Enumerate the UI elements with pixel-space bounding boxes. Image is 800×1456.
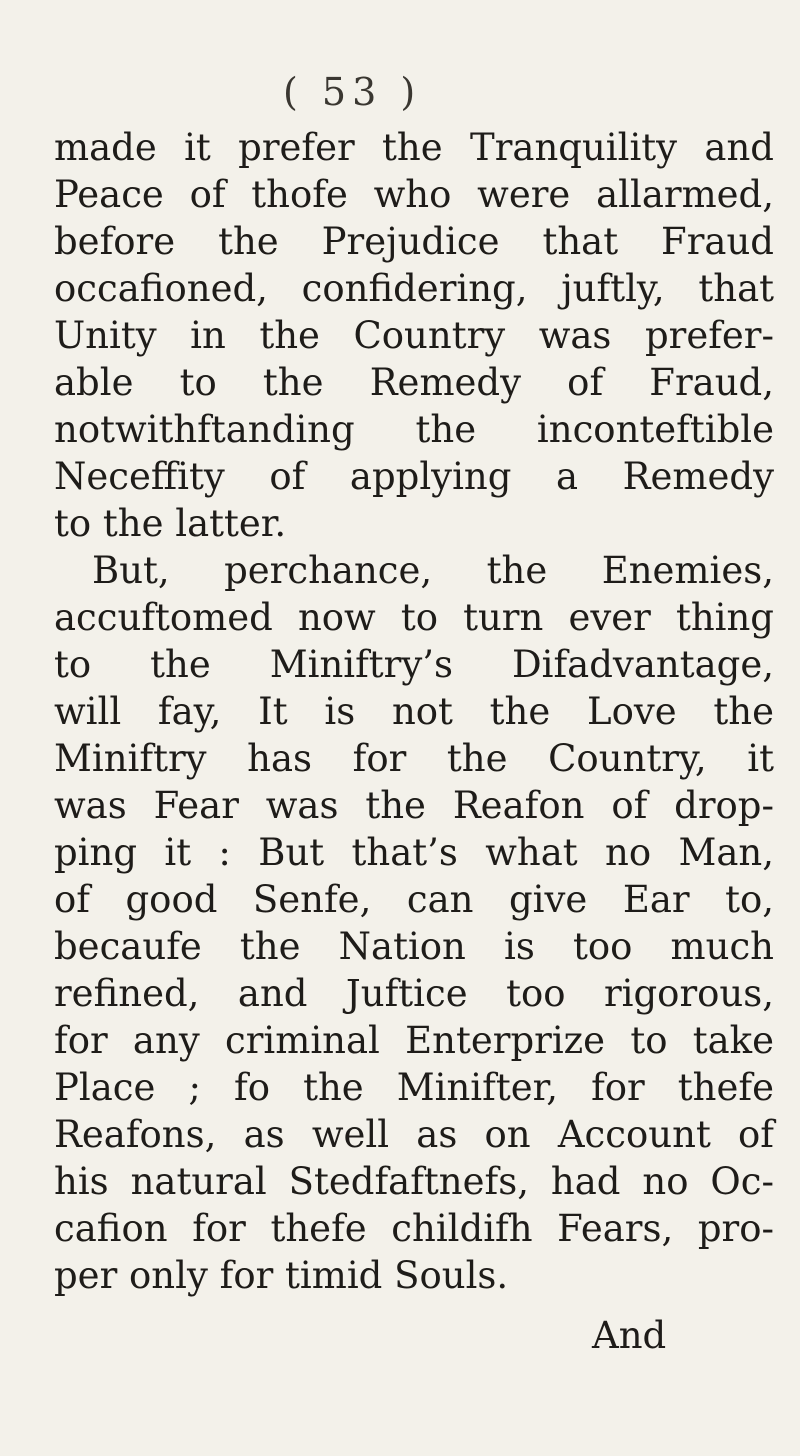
text-line: his natural Stedfaftnefs, had no Oc- bbox=[54, 1160, 774, 1203]
text-line: to the Miniftry’s Difadvantage, bbox=[54, 643, 774, 686]
text-line: Unity in the Country was prefer- bbox=[54, 314, 774, 357]
text-line: was Fear was the Reafon of drop- bbox=[54, 784, 774, 827]
paragraph-end-line: to the latter. bbox=[54, 502, 287, 545]
text-line: for any criminal Enterprize to take bbox=[54, 1019, 774, 1062]
text-line: able to the Remedy of Fraud, bbox=[54, 361, 774, 404]
text-line: will fay, It is not the Love the bbox=[54, 690, 774, 733]
text-line: cafion for thefe childifh Fears, pro- bbox=[54, 1207, 774, 1250]
catchword: And bbox=[592, 1314, 667, 1357]
body-text bbox=[54, 124, 774, 1299]
text-line: Miniftry has for the Country, it bbox=[54, 737, 774, 780]
paragraph-start-line: But, perchance, the Enemies, bbox=[92, 549, 774, 592]
text-line: Place ; fo the Minifter, for thefe bbox=[54, 1066, 774, 1109]
text-line: Peace of thofe who were allarmed, bbox=[54, 173, 774, 216]
page-number: ( 53 ) bbox=[283, 70, 422, 114]
text-line: notwithftanding the inconteftible bbox=[54, 408, 774, 451]
text-line: becaufe the Nation is too much bbox=[54, 925, 774, 968]
text-line: made it prefer the Tranquility and bbox=[54, 126, 774, 169]
text-line: occafioned, confidering, juftly, that bbox=[54, 267, 774, 310]
text-line: Reafons, as well as on Account of bbox=[54, 1113, 774, 1156]
text-line: before the Prejudice that Fraud bbox=[54, 220, 774, 263]
text-line: ping it : But that’s what no Man, bbox=[54, 831, 774, 874]
text-line: accuftomed now to turn ever thing bbox=[54, 596, 774, 639]
text-line: of good Senfe, can give Ear to, bbox=[54, 878, 774, 921]
text-line: Neceffity of applying a Remedy bbox=[54, 455, 774, 498]
paragraph-end-line: per only for timid Souls. bbox=[54, 1254, 509, 1297]
text-line: refined, and Juftice too rigorous, bbox=[54, 972, 774, 1015]
